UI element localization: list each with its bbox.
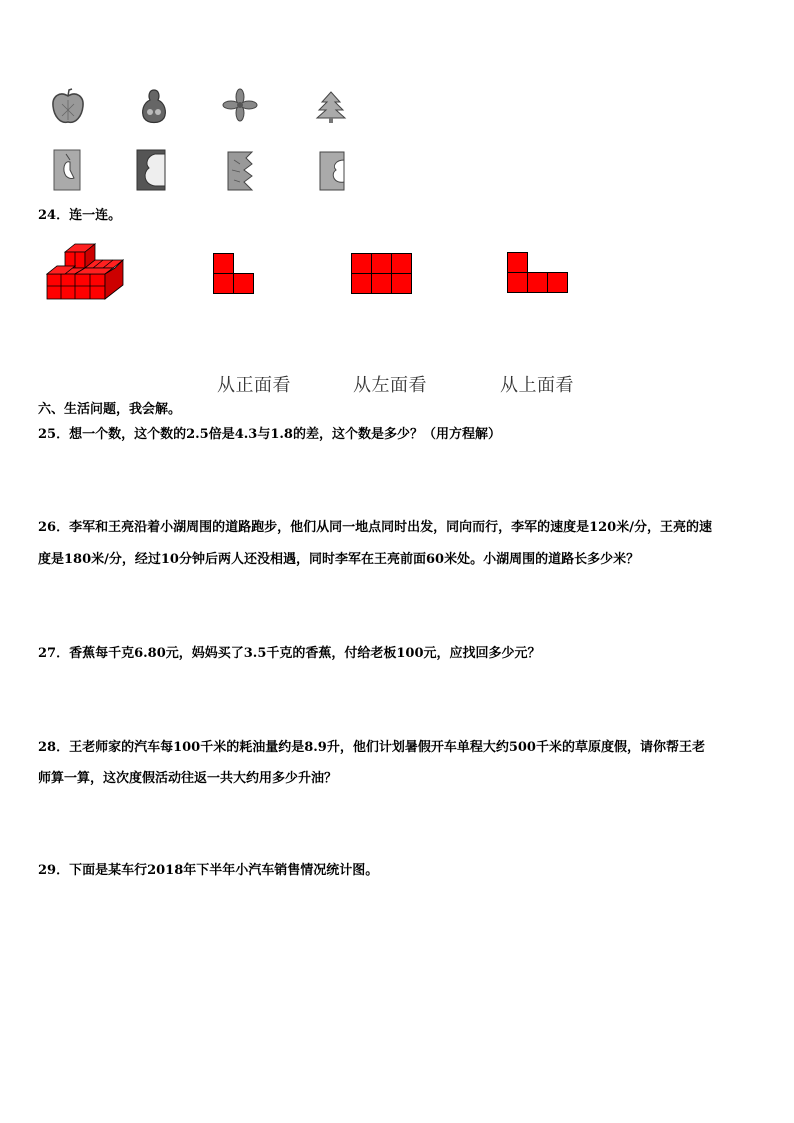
flower-shape-icon xyxy=(222,88,258,122)
question-28-line1: 28．王老师家的汽车每100千米的耗油量约是8.9升，他们计划暑假开车单程大约500千米的草原度假，请你帮王老 xyxy=(38,740,705,755)
question-24-text: 24．连一连。 xyxy=(38,208,122,223)
gourd-shape-icon xyxy=(140,88,168,124)
view-label-front: 从正面看 xyxy=(217,375,291,396)
folded-paper-2-icon xyxy=(135,148,167,192)
view-label-top: 从上面看 xyxy=(500,375,574,396)
tree-shape-icon xyxy=(314,90,348,124)
front-view-shape xyxy=(507,252,569,294)
left-view-shape xyxy=(213,253,255,295)
question-26-line1: 26．李军和王亮沿着小湖周围的道路跑步，他们从同一地点同时出发，同向而行，李军的速度是120米/分，王亮的速 xyxy=(38,520,712,535)
folded-paper-3-icon xyxy=(226,150,254,192)
folded-paper-4-icon xyxy=(318,150,346,192)
question-25-text: 25．想一个数，这个数的2.5倍是4.3与1.8的差，这个数是多少？（用方程解） xyxy=(38,427,501,442)
view-label-left: 从左面看 xyxy=(353,375,427,396)
cube-structure-figure xyxy=(45,242,127,302)
folded-paper-1-icon xyxy=(52,148,82,192)
question-29-text: 29．下面是某车行2018年下半年小汽车销售情况统计图。 xyxy=(38,863,379,878)
question-26-line2: 度是180米/分，经过10分钟后两人还没相遇，同时李军在王亮前面60米处。小湖周围的道路长多少米？ xyxy=(38,552,640,567)
top-view-shape xyxy=(351,253,413,295)
section-6-heading: 六、生活问题，我会解。 xyxy=(38,402,182,417)
question-27-text: 27．香蕉每千克6.80元，妈妈买了3.5千克的香蕉，付给老板100元，应找回多少元？ xyxy=(38,646,541,661)
question-28-line2: 师算一算，这次度假活动往返一共大约用多少升油？ xyxy=(38,771,338,786)
apple-shape-icon xyxy=(50,88,86,126)
